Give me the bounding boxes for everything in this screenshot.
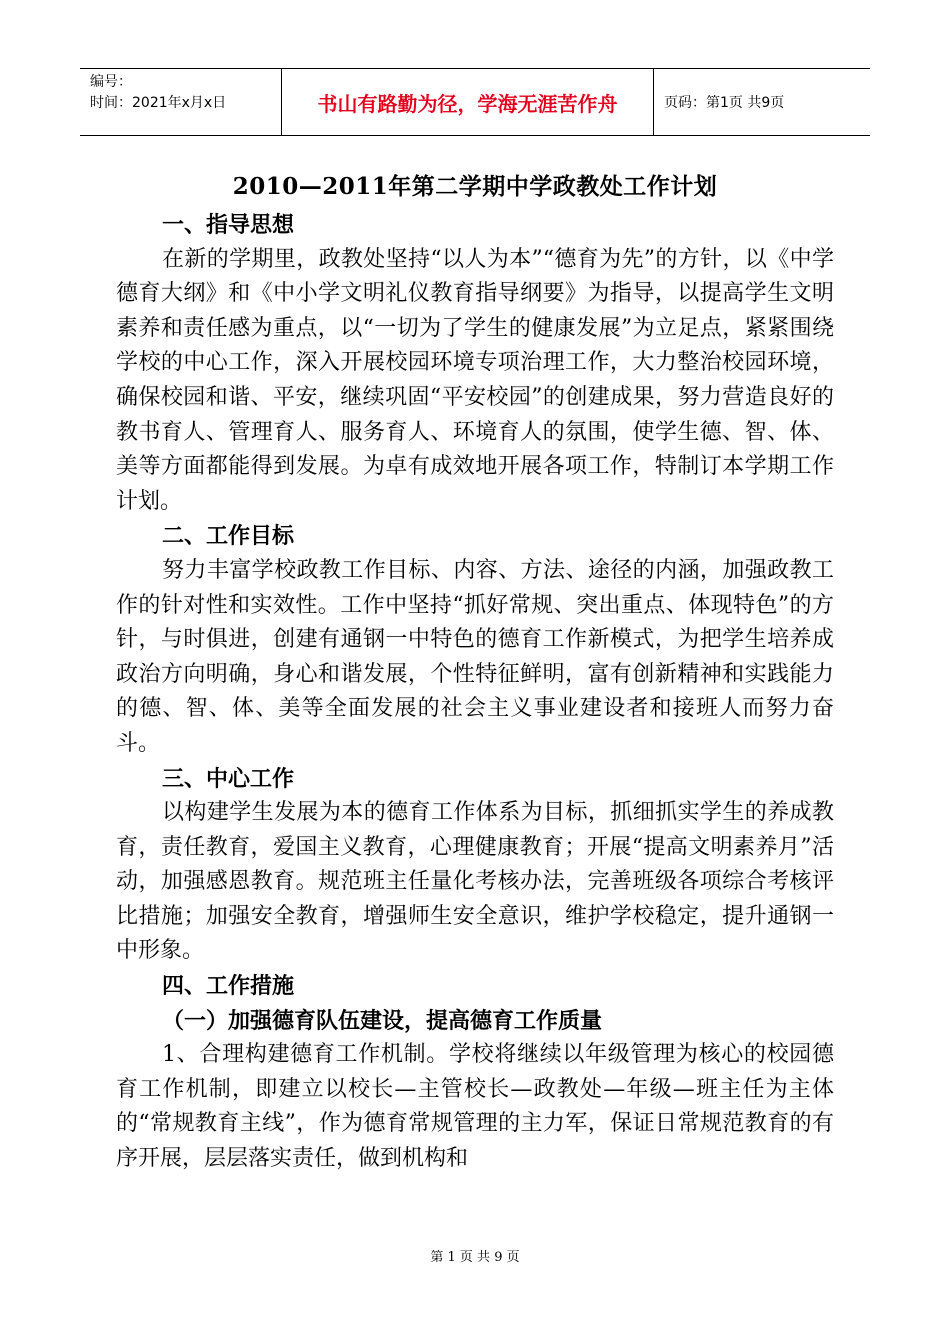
- document-title: 2010—2011年第二学期中学政教处工作计划: [232, 173, 718, 200]
- paragraph: 在新的学期里，政教处坚持“以人为本”“德育为先”的方针，以《中学德育大纲》和《中小学文明礼仪教育指导纲要》为指导，以提高学生文明素养和责任感为重点，以“一切为了学生的健康发展”为立足点，紧紧围绕学校的中心工作，深入开展校园环境专项治理工作，大力整治校园环境，确保校园和谐、平安，继续巩固“平安校园”的创建成果，努力营造良好的教书育人、管理育人、服务育人、环境育人的氛围，使学生德、智、体、美等方面都能得到发展。为卓有成效地开展各项工作，特制订本学期工作计划。: [116, 246, 834, 514]
- section-heading: 三、中心工作: [162, 765, 295, 792]
- paragraph: 努力丰富学校政教工作目标、内容、方法、途径的内涵，加强政教工作的针对性和实效性。工作中坚持“抓好常规、突出重点、体现特色”的方针，与时俱进，创建有通钢一中特色的德育工作新模式，为把学生培养成政治方向明确，身心和谐发展，个性特征鲜明，富有创新精神和实践能力的德、智、体、美等全面发展的社会主义事业建设者和接班人而努力奋斗。: [116, 557, 834, 756]
- document-body: [116, 208, 834, 1177]
- section-heading: 二、工作目标: [162, 523, 295, 550]
- section-heading: 一、指导思想: [162, 212, 295, 238]
- header-meta: [80, 69, 282, 135]
- paragraph: 以构建学生发展为本的德育工作体系为目标，抓细抓实学生的养成教育，责任教育，爱国主义教育，心理健康教育；开展“提高文明素养月”活动，加强感恩教育。规范班主任量化考核办法，完善班级各项综合考核评比措施；加强安全教育，增强师生安全意识，维护学校稳定，提升通钢一中形象。: [116, 800, 834, 964]
- paragraph: 1、合理构建德育工作机制。学校将继续以年级管理为核心的校园德育工作机制，即建立以校长—主管校长—政教处—年级—班主任为主体的“常规教育主线”，作为德育常规管理的主力军，保证日常规范教育的有序开展，层层落实责任，做到机构和: [116, 1042, 834, 1172]
- header-motto: 书山有路勤为径，学海无涯苦作舟: [282, 69, 654, 135]
- subsection-heading: （一）加强德育队伍建设，提高德育工作质量: [162, 1007, 603, 1034]
- time-label: 时间：2021年x月x日: [90, 95, 227, 111]
- section-heading: 四、工作措施: [162, 973, 295, 1000]
- number-label: 编号：: [90, 74, 132, 90]
- page-footer: 第 1 页 共 9 页: [430, 1250, 520, 1265]
- page-header: [80, 68, 870, 136]
- header-page-code: 页码：第1页 共9页: [664, 95, 785, 111]
